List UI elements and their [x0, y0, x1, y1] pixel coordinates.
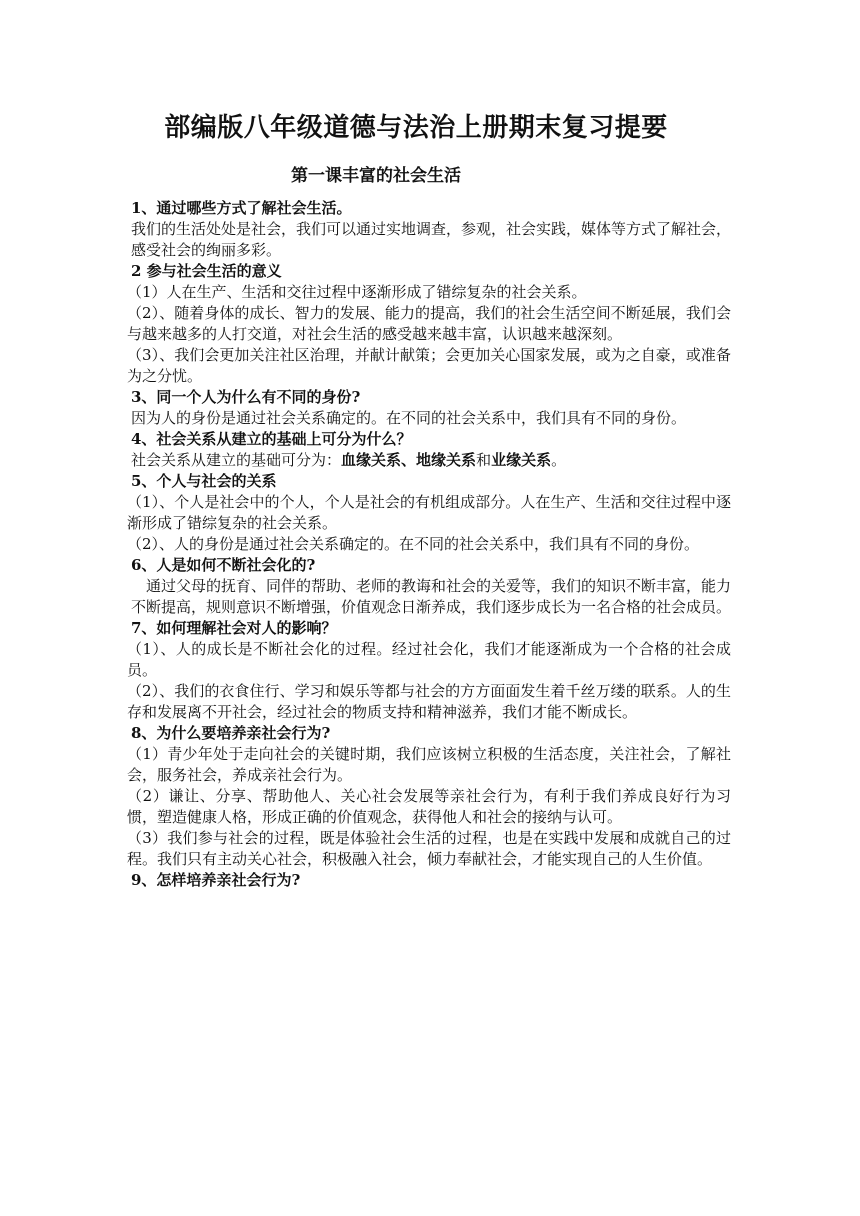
- question-heading-6: 6、人是如何不断社会化的?: [131, 556, 316, 574]
- question-heading-4: 4、社会关系从建立的基础上可分为什么？: [131, 430, 412, 448]
- bold-term-region: 地缘关系: [416, 451, 477, 469]
- question-heading-1: 1、通过哪些方式了解社会生活。: [131, 199, 352, 217]
- answer-paragraph: （1）青少年处于走向社会的关键时期，我们应该树立积极的生活态度，关注社会，了解社会，服务社会，养成亲社会行为。: [127, 745, 731, 784]
- answer-paragraph: 通过父母的抚育、同伴的帮助、老师的教诲和社会的关爱等，我们的知识不断丰富，能力不断提高，规则意识不断增强，价值观念日渐养成，我们逐步成长为一名合格的社会成员。: [131, 577, 732, 616]
- document-title: 部编版八年级道德与法治上册期末复习提要: [164, 113, 668, 143]
- question-heading-3: 3、同一个人为什么有不同的身份?: [131, 388, 361, 406]
- answer-paragraph: [131, 450, 731, 471]
- bold-term-blood: 血缘关系: [341, 451, 402, 469]
- question-heading-9: 9、怎样培养亲社会行为?: [131, 871, 301, 889]
- separator: 、: [401, 451, 417, 469]
- question-heading-8: 8、为什么要培养亲社会行为?: [131, 724, 331, 742]
- question-heading-7: 7、如何理解社会对人的影响？: [131, 619, 337, 637]
- answer-paragraph: （3）我们参与社会的过程，既是体验社会生活的过程，也是在实践中发展和成就自己的过程。我们只有主动关心社会，积极融入社会，倾力奉献社会，才能实现自己的人生价值。: [127, 829, 731, 868]
- bold-term-career: 业缘关系: [491, 451, 552, 469]
- conjunction: 和: [476, 451, 492, 469]
- answer-paragraph: 我们的生活处处是社会，我们可以通过实地调查，参观，社会实践，媒体等方式了解社会，感受社会的绚丽多彩。: [131, 220, 732, 259]
- answer-paragraph: （1）、个人是社会中的个人，个人是社会的有机组成部分。人在生产、生活和交往过程中逐渐形成了错综复杂的社会关系。: [127, 493, 731, 532]
- answer-paragraph: （2）、随着身体的成长、智力的发展、能力的提高，我们的社会生活空间不断延展，我们会与越来越多的人打交道，对社会生活的感受越来越丰富，认识越来越深刻。: [127, 304, 731, 343]
- answer-paragraph: （2）、人的身份是通过社会关系确定的。在不同的社会关系中，我们具有不同的身份。: [127, 535, 700, 553]
- answer-paragraph: （3）、我们会更加关注社区治理，并献计献策；会更加关心国家发展，或为之自豪，或准备为之分忧。: [127, 346, 731, 385]
- period: 。: [551, 451, 567, 469]
- answer-paragraph: （2）谦让、分享、帮助他人、关心社会发展等亲社会行为，有利于我们养成良好行为习惯，塑造健康人格，形成正确的价值观念，获得他人和社会的接纳与认可。: [127, 787, 731, 826]
- answer-paragraph: （2）、我们的衣食住行、学习和娱乐等都与社会的方方面面发生着千丝万缕的联系。人的生存和发展离不开社会，经过社会的物质支持和精神滋养，我们才能不断成长。: [127, 682, 731, 721]
- answer-paragraph: 因为人的身份是通过社会关系确定的。在不同的社会关系中，我们具有不同的身份。: [131, 409, 687, 427]
- answer-text: 社会关系从建立的基础可分为：: [131, 451, 342, 469]
- question-heading-5: 5、个人与社会的关系: [131, 472, 277, 490]
- question-heading-2: 2 参与社会生活的意义: [131, 262, 282, 280]
- answer-paragraph: （1）、人的成长是不断社会化的过程。经过社会化，我们才能逐渐成为一个合格的社会成员。: [127, 640, 731, 679]
- document-page: [127, 108, 732, 891]
- answer-paragraph: （1）人在生产、生活和交往过程中逐渐形成了错综复杂的社会关系。: [127, 283, 587, 301]
- lesson-title: 第一课丰富的社会生活: [291, 166, 461, 186]
